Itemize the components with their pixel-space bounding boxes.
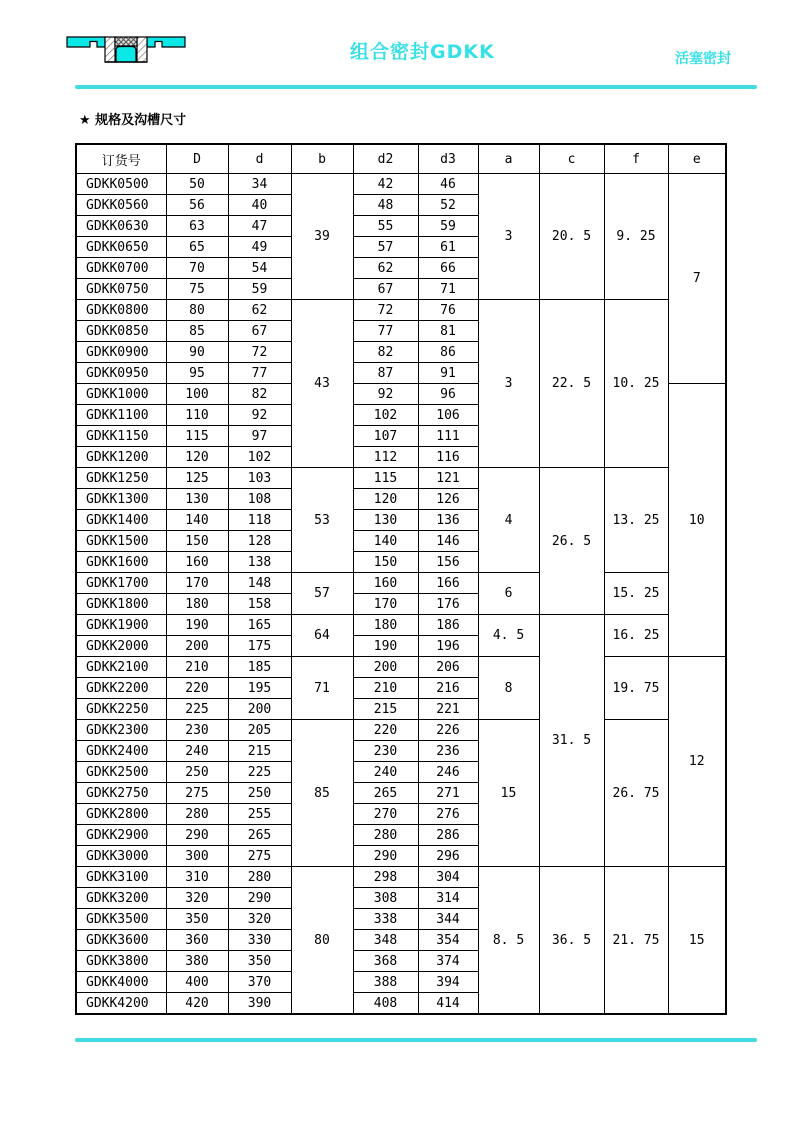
cell-d2: 112 (353, 447, 418, 468)
cell-d3: 52 (418, 195, 478, 216)
cell-d: 138 (228, 552, 291, 573)
cell-id: GDKK1150 (76, 426, 166, 447)
cell-D: 65 (166, 237, 228, 258)
cell-d2: 348 (353, 930, 418, 951)
cell-d2: 230 (353, 741, 418, 762)
cell-d: 102 (228, 447, 291, 468)
cell-d3: 304 (418, 867, 478, 888)
cell-d3: 81 (418, 321, 478, 342)
cell-d: 275 (228, 846, 291, 867)
logo-groove-right-wall (137, 37, 147, 62)
cell-id: GDKK0800 (76, 300, 166, 321)
cell-D: 290 (166, 825, 228, 846)
cell-D: 56 (166, 195, 228, 216)
cell-D: 85 (166, 321, 228, 342)
cell-d: 67 (228, 321, 291, 342)
cell-a: 4. 5 (478, 615, 539, 657)
col-header-c: c (539, 144, 604, 174)
cell-d: 108 (228, 489, 291, 510)
cell-d2: 280 (353, 825, 418, 846)
cell-d3: 86 (418, 342, 478, 363)
cell-d2: 298 (353, 867, 418, 888)
cell-id: GDKK0750 (76, 279, 166, 300)
cell-d: 158 (228, 594, 291, 615)
cell-d2: 270 (353, 804, 418, 825)
cell-d: 72 (228, 342, 291, 363)
cell-d: 165 (228, 615, 291, 636)
col-header-D: D (166, 144, 228, 174)
cell-id: GDKK0950 (76, 363, 166, 384)
cell-id: GDKK1000 (76, 384, 166, 405)
cell-D: 115 (166, 426, 228, 447)
cell-d2: 72 (353, 300, 418, 321)
footer-divider (75, 1038, 757, 1042)
cell-d3: 166 (418, 573, 478, 594)
header-divider (75, 85, 757, 89)
col-header-d: d (228, 144, 291, 174)
cell-d3: 221 (418, 699, 478, 720)
cell-id: GDKK0700 (76, 258, 166, 279)
cell-d: 390 (228, 993, 291, 1015)
cell-d: 118 (228, 510, 291, 531)
cell-d: 77 (228, 363, 291, 384)
cell-f: 19. 75 (604, 657, 668, 720)
cell-d3: 206 (418, 657, 478, 678)
cell-d: 225 (228, 762, 291, 783)
table-row (76, 468, 726, 489)
cell-D: 210 (166, 657, 228, 678)
cell-D: 250 (166, 762, 228, 783)
cell-d2: 67 (353, 279, 418, 300)
cell-d2: 102 (353, 405, 418, 426)
cell-D: 280 (166, 804, 228, 825)
spec-table-wrap (75, 143, 727, 1015)
cell-id: GDKK2800 (76, 804, 166, 825)
cell-d3: 246 (418, 762, 478, 783)
cell-id: GDKK2900 (76, 825, 166, 846)
cell-D: 100 (166, 384, 228, 405)
cell-d: 195 (228, 678, 291, 699)
cell-d3: 186 (418, 615, 478, 636)
cell-D: 90 (166, 342, 228, 363)
cell-id: GDKK3800 (76, 951, 166, 972)
cell-d2: 140 (353, 531, 418, 552)
cell-d: 250 (228, 783, 291, 804)
spec-table (75, 143, 727, 1015)
cell-id: GDKK2500 (76, 762, 166, 783)
col-header-d3: d3 (418, 144, 478, 174)
cell-id: GDKK2300 (76, 720, 166, 741)
cell-d: 330 (228, 930, 291, 951)
cell-d3: 116 (418, 447, 478, 468)
cell-d3: 76 (418, 300, 478, 321)
cell-id: GDKK1200 (76, 447, 166, 468)
cell-D: 125 (166, 468, 228, 489)
cell-id: GDKK1250 (76, 468, 166, 489)
cell-D: 95 (166, 363, 228, 384)
cell-d: 148 (228, 573, 291, 594)
cell-id: GDKK1800 (76, 594, 166, 615)
cell-d2: 62 (353, 258, 418, 279)
cell-a: 3 (478, 174, 539, 300)
cell-f: 21. 75 (604, 867, 668, 1015)
cell-id: GDKK4200 (76, 993, 166, 1015)
cell-d3: 414 (418, 993, 478, 1015)
cell-d3: 96 (418, 384, 478, 405)
cell-d3: 61 (418, 237, 478, 258)
cell-id: GDKK0650 (76, 237, 166, 258)
cell-id: GDKK0560 (76, 195, 166, 216)
section-heading: ★ 规格及沟槽尺寸 (79, 113, 187, 128)
cell-id: GDKK1600 (76, 552, 166, 573)
cell-d: 320 (228, 909, 291, 930)
table-row (76, 300, 726, 321)
cell-D: 70 (166, 258, 228, 279)
cell-id: GDKK2400 (76, 741, 166, 762)
cell-d2: 338 (353, 909, 418, 930)
cell-d2: 150 (353, 552, 418, 573)
cell-d3: 271 (418, 783, 478, 804)
cell-D: 63 (166, 216, 228, 237)
cell-d: 92 (228, 405, 291, 426)
cell-a: 3 (478, 300, 539, 468)
cell-d3: 276 (418, 804, 478, 825)
cell-D: 150 (166, 531, 228, 552)
cell-D: 350 (166, 909, 228, 930)
cell-f: 26. 75 (604, 720, 668, 867)
cell-b: 85 (291, 720, 353, 867)
cell-d: 205 (228, 720, 291, 741)
corner-label: 活塞密封 (675, 51, 731, 67)
cell-id: GDKK3600 (76, 930, 166, 951)
cell-D: 190 (166, 615, 228, 636)
cell-d3: 136 (418, 510, 478, 531)
cell-d: 128 (228, 531, 291, 552)
cell-d2: 160 (353, 573, 418, 594)
cell-d3: 226 (418, 720, 478, 741)
cell-d: 290 (228, 888, 291, 909)
cell-id: GDKK2000 (76, 636, 166, 657)
cell-d3: 216 (418, 678, 478, 699)
cell-D: 310 (166, 867, 228, 888)
cell-d2: 308 (353, 888, 418, 909)
cell-d: 34 (228, 174, 291, 195)
cell-id: GDKK1100 (76, 405, 166, 426)
col-header-id: 订货号 (76, 144, 166, 174)
cell-d3: 71 (418, 279, 478, 300)
cell-D: 130 (166, 489, 228, 510)
cell-d3: 126 (418, 489, 478, 510)
cell-d2: 290 (353, 846, 418, 867)
cell-d: 47 (228, 216, 291, 237)
cell-d3: 66 (418, 258, 478, 279)
cell-d: 280 (228, 867, 291, 888)
cell-D: 360 (166, 930, 228, 951)
cell-D: 75 (166, 279, 228, 300)
cell-D: 110 (166, 405, 228, 426)
cell-id: GDKK1700 (76, 573, 166, 594)
cell-D: 300 (166, 846, 228, 867)
cell-b: 43 (291, 300, 353, 468)
cell-d2: 82 (353, 342, 418, 363)
col-header-b: b (291, 144, 353, 174)
cell-d3: 236 (418, 741, 478, 762)
logo-right-plate (147, 37, 185, 47)
cell-d2: 200 (353, 657, 418, 678)
cell-id: GDKK2250 (76, 699, 166, 720)
cell-id: GDKK2750 (76, 783, 166, 804)
cell-a: 8 (478, 657, 539, 720)
cell-f: 15. 25 (604, 573, 668, 615)
cell-d2: 190 (353, 636, 418, 657)
cell-d3: 111 (418, 426, 478, 447)
cell-id: GDKK1900 (76, 615, 166, 636)
cell-a: 8. 5 (478, 867, 539, 1015)
cell-id: GDKK0850 (76, 321, 166, 342)
cell-d3: 156 (418, 552, 478, 573)
cell-id: GDKK1300 (76, 489, 166, 510)
cell-d: 49 (228, 237, 291, 258)
cell-id: GDKK2100 (76, 657, 166, 678)
logo-left-plate (67, 37, 105, 47)
cell-a: 4 (478, 468, 539, 573)
cell-d3: 196 (418, 636, 478, 657)
cell-c: 20. 5 (539, 174, 604, 300)
cell-D: 275 (166, 783, 228, 804)
cell-D: 220 (166, 678, 228, 699)
cell-c: 36. 5 (539, 867, 604, 1015)
cell-id: GDKK3500 (76, 909, 166, 930)
cell-d2: 87 (353, 363, 418, 384)
cell-e: 10 (668, 384, 726, 657)
cell-d3: 354 (418, 930, 478, 951)
cell-b: 39 (291, 174, 353, 300)
cell-d3: 59 (418, 216, 478, 237)
cell-d: 370 (228, 972, 291, 993)
cell-D: 50 (166, 174, 228, 195)
spec-table-body (76, 174, 726, 1015)
cell-D: 200 (166, 636, 228, 657)
table-row (76, 657, 726, 678)
cell-d2: 55 (353, 216, 418, 237)
cell-d3: 121 (418, 468, 478, 489)
cell-b: 80 (291, 867, 353, 1015)
table-row (76, 573, 726, 594)
cell-d3: 106 (418, 405, 478, 426)
table-row (76, 867, 726, 888)
cell-id: GDKK2200 (76, 678, 166, 699)
cell-d: 40 (228, 195, 291, 216)
col-header-f: f (604, 144, 668, 174)
cell-D: 80 (166, 300, 228, 321)
cell-D: 420 (166, 993, 228, 1015)
page-title: 组合密封GDKK (350, 41, 495, 63)
cell-d: 82 (228, 384, 291, 405)
cell-d2: 48 (353, 195, 418, 216)
cell-c: 26. 5 (539, 468, 604, 615)
cell-D: 240 (166, 741, 228, 762)
cell-d2: 170 (353, 594, 418, 615)
logo-backup-ring (115, 37, 137, 46)
cell-c: 22. 5 (539, 300, 604, 468)
cell-a: 6 (478, 573, 539, 615)
cell-d2: 210 (353, 678, 418, 699)
col-header-d2: d2 (353, 144, 418, 174)
cell-d3: 146 (418, 531, 478, 552)
col-header-a: a (478, 144, 539, 174)
cell-b: 57 (291, 573, 353, 615)
cell-e: 12 (668, 657, 726, 867)
cell-id: GDKK0630 (76, 216, 166, 237)
cell-d2: 265 (353, 783, 418, 804)
cell-d2: 92 (353, 384, 418, 405)
cell-id: GDKK3000 (76, 846, 166, 867)
cell-a: 15 (478, 720, 539, 867)
cell-d2: 220 (353, 720, 418, 741)
table-row (76, 615, 726, 636)
cell-d2: 42 (353, 174, 418, 195)
cell-d2: 215 (353, 699, 418, 720)
cell-d: 215 (228, 741, 291, 762)
cell-d: 59 (228, 279, 291, 300)
cell-id: GDKK0900 (76, 342, 166, 363)
cell-d3: 46 (418, 174, 478, 195)
cell-f: 10. 25 (604, 300, 668, 468)
cell-d: 103 (228, 468, 291, 489)
cell-d3: 296 (418, 846, 478, 867)
cell-d3: 176 (418, 594, 478, 615)
cell-id: GDKK3200 (76, 888, 166, 909)
cell-D: 400 (166, 972, 228, 993)
cell-d2: 107 (353, 426, 418, 447)
cell-D: 320 (166, 888, 228, 909)
seal-diagram-logo (66, 32, 186, 64)
cell-d2: 57 (353, 237, 418, 258)
cell-d2: 388 (353, 972, 418, 993)
cell-d2: 120 (353, 489, 418, 510)
cell-f: 13. 25 (604, 468, 668, 573)
cell-D: 380 (166, 951, 228, 972)
cell-d3: 394 (418, 972, 478, 993)
logo-groove-left-wall (105, 37, 115, 62)
cell-D: 180 (166, 594, 228, 615)
cell-D: 230 (166, 720, 228, 741)
cell-d3: 91 (418, 363, 478, 384)
cell-id: GDKK0500 (76, 174, 166, 195)
table-row (76, 720, 726, 741)
cell-id: GDKK1400 (76, 510, 166, 531)
cell-d3: 374 (418, 951, 478, 972)
cell-d: 175 (228, 636, 291, 657)
cell-d2: 368 (353, 951, 418, 972)
cell-id: GDKK1500 (76, 531, 166, 552)
table-row (76, 174, 726, 195)
cell-d: 62 (228, 300, 291, 321)
cell-c: 31. 5 (539, 615, 604, 867)
cell-d: 200 (228, 699, 291, 720)
cell-D: 225 (166, 699, 228, 720)
cell-b: 64 (291, 615, 353, 657)
cell-D: 160 (166, 552, 228, 573)
cell-d: 54 (228, 258, 291, 279)
cell-d2: 240 (353, 762, 418, 783)
cell-d: 255 (228, 804, 291, 825)
cell-e: 7 (668, 174, 726, 384)
cell-d: 185 (228, 657, 291, 678)
cell-d: 265 (228, 825, 291, 846)
logo-seal-element (116, 47, 136, 63)
table-header-row (76, 144, 726, 174)
cell-id: GDKK4000 (76, 972, 166, 993)
cell-d2: 408 (353, 993, 418, 1015)
cell-d: 350 (228, 951, 291, 972)
cell-D: 140 (166, 510, 228, 531)
cell-f: 16. 25 (604, 615, 668, 657)
cell-d3: 314 (418, 888, 478, 909)
cell-d3: 344 (418, 909, 478, 930)
cell-d: 97 (228, 426, 291, 447)
cell-d2: 130 (353, 510, 418, 531)
cell-D: 170 (166, 573, 228, 594)
cell-d2: 115 (353, 468, 418, 489)
cell-e: 15 (668, 867, 726, 1015)
cell-D: 120 (166, 447, 228, 468)
cell-d2: 77 (353, 321, 418, 342)
cell-f: 9. 25 (604, 174, 668, 300)
cell-d2: 180 (353, 615, 418, 636)
cell-id: GDKK3100 (76, 867, 166, 888)
col-header-e: e (668, 144, 726, 174)
cell-b: 53 (291, 468, 353, 573)
cell-d3: 286 (418, 825, 478, 846)
cell-b: 71 (291, 657, 353, 720)
